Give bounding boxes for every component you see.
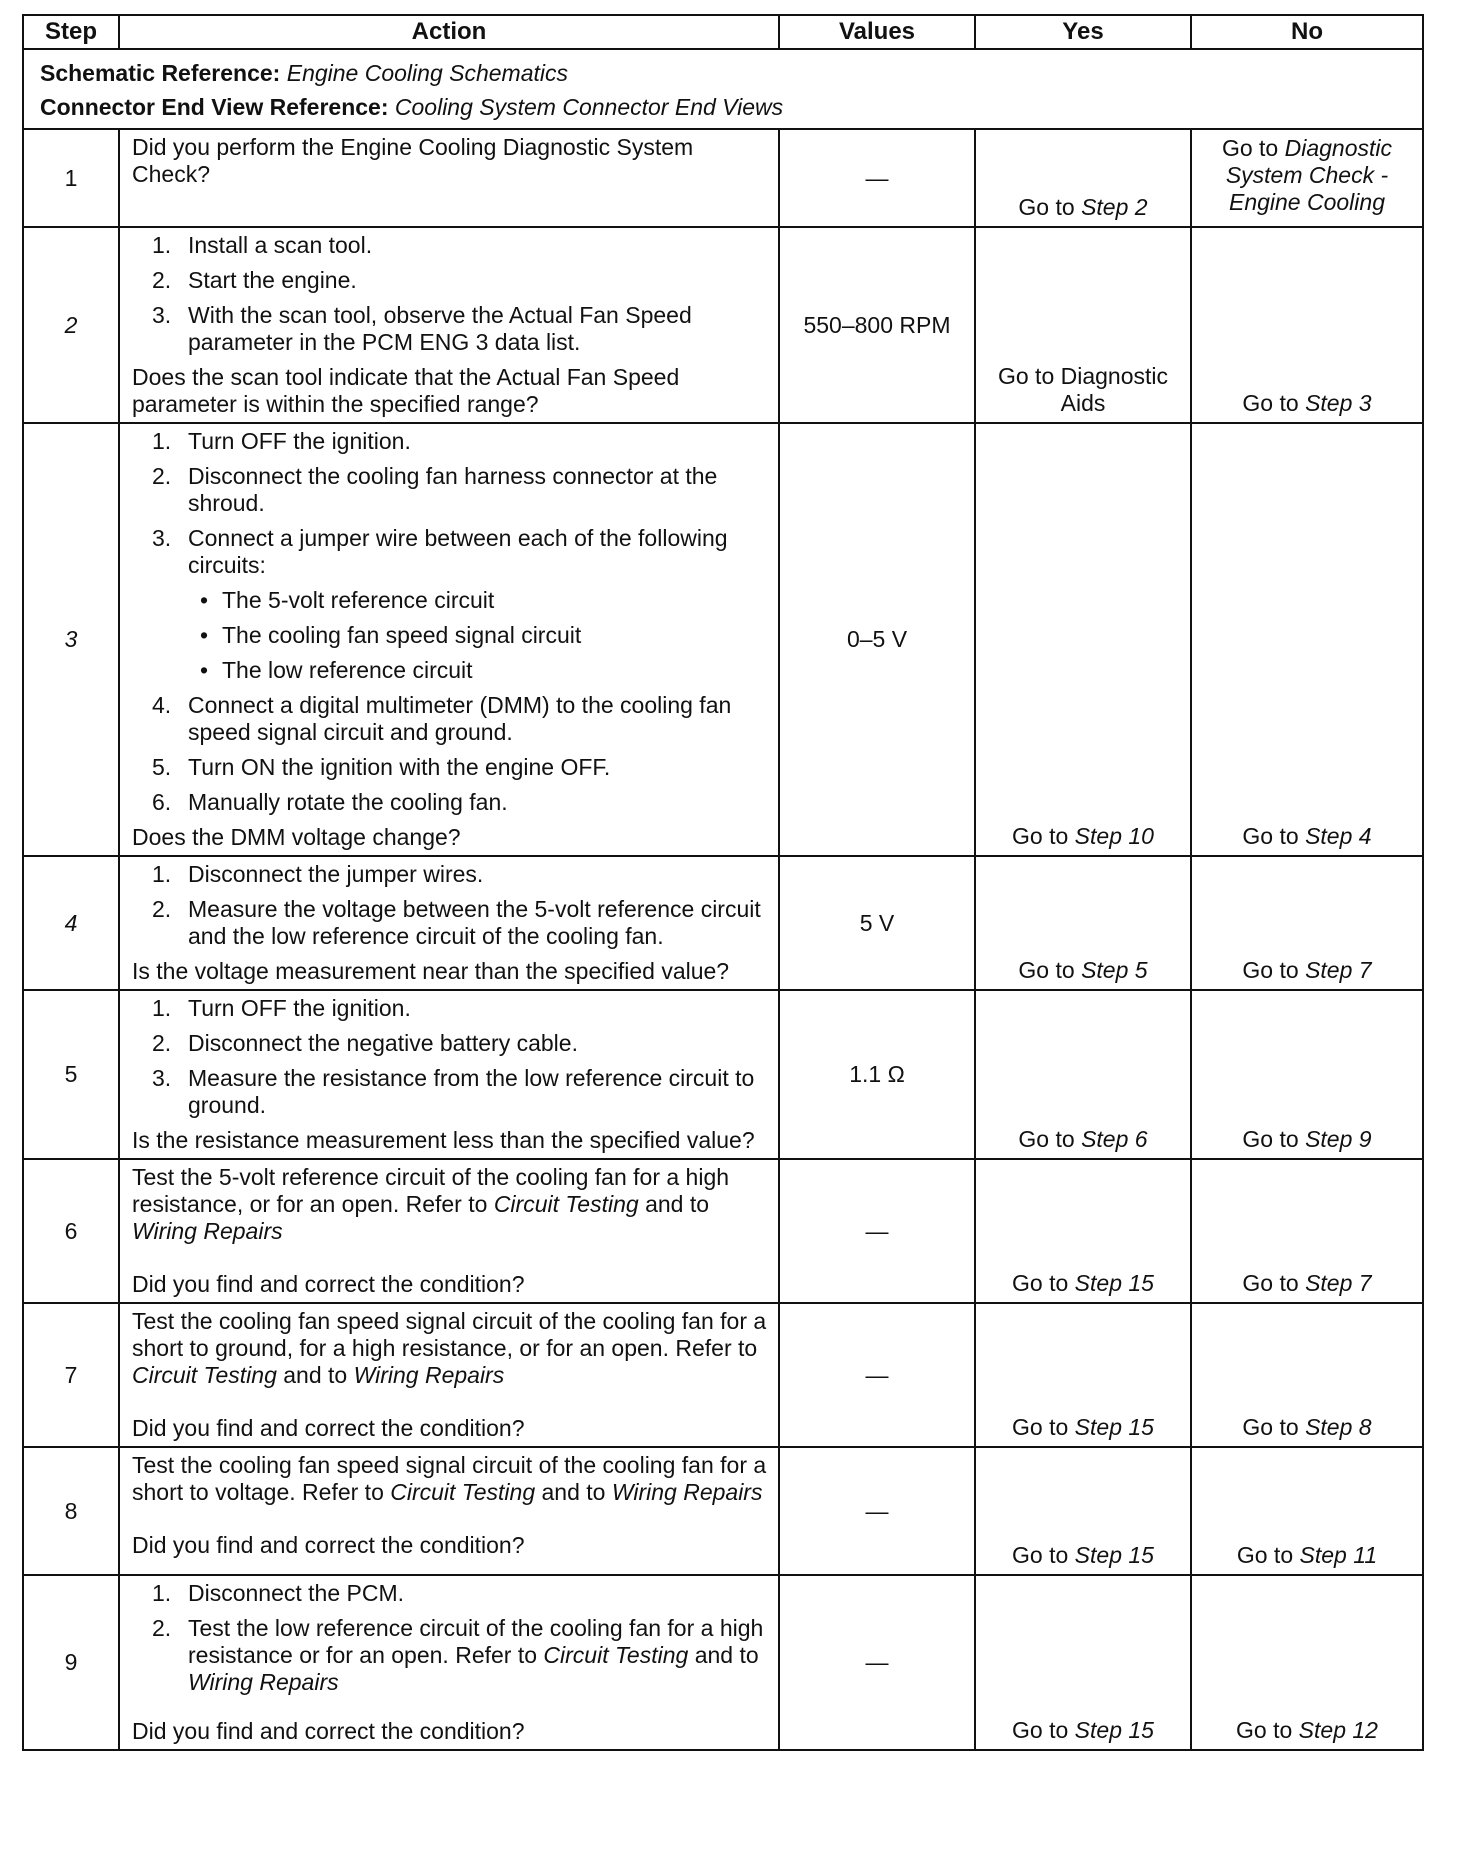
action-cell bbox=[119, 856, 779, 990]
step-number: 1 bbox=[23, 129, 119, 227]
wiring-repairs-link[interactable]: Wiring Repairs bbox=[353, 1362, 505, 1388]
diagnostic-table-page bbox=[22, 14, 1422, 1751]
wiring-repairs-link[interactable]: Wiring Repairs bbox=[188, 1669, 339, 1695]
step-word: Step bbox=[1305, 957, 1353, 983]
yes-cell[interactable] bbox=[975, 129, 1191, 227]
step-word: Step bbox=[1305, 1270, 1353, 1296]
list-item: 2. Disconnect the negative battery cable. bbox=[152, 1030, 578, 1056]
schematic-reference-label: Schematic Reference: bbox=[40, 60, 281, 86]
header-values: Values bbox=[779, 15, 975, 49]
step-number: 3 bbox=[23, 423, 119, 856]
go-to-text: Go to bbox=[1018, 1126, 1075, 1152]
go-to-text: Go to bbox=[1236, 1717, 1293, 1743]
step-number: 5 bbox=[23, 990, 119, 1159]
step-word: Step bbox=[1074, 823, 1122, 849]
yes-step-number: 6 bbox=[1134, 1126, 1148, 1152]
list-item: 2. Start the engine. bbox=[152, 267, 357, 293]
list-item: 1. Install a scan tool. bbox=[152, 232, 373, 258]
list-item: 3. Measure the resistance from the low reference circuit to ground. bbox=[152, 1065, 755, 1118]
table-row bbox=[23, 1159, 1423, 1303]
go-to-text: Go to bbox=[1242, 823, 1299, 849]
header-no: No bbox=[1191, 15, 1423, 49]
action-cell bbox=[119, 1575, 779, 1750]
table-row bbox=[23, 227, 1423, 423]
no-step-number: 12 bbox=[1352, 1717, 1378, 1743]
yes-step-number: 2 bbox=[1134, 194, 1148, 220]
connector-reference-link[interactable]: Cooling System Connector End Views bbox=[394, 94, 784, 120]
no-cell[interactable] bbox=[1191, 1159, 1423, 1303]
no-cell[interactable] bbox=[1191, 1575, 1423, 1750]
no-step-number: 7 bbox=[1358, 1270, 1372, 1296]
yes-cell[interactable] bbox=[975, 1447, 1191, 1575]
go-to-text: Go to bbox=[1018, 194, 1075, 220]
table-row bbox=[23, 129, 1423, 227]
value-cell: — bbox=[779, 1303, 975, 1447]
action-question: Does the DMM voltage change? bbox=[132, 824, 461, 850]
go-to-text: Go to bbox=[1012, 1717, 1069, 1743]
no-cell[interactable] bbox=[1191, 227, 1423, 423]
step-word: Step bbox=[1081, 194, 1129, 220]
yes-step-number: 15 bbox=[1128, 1270, 1154, 1296]
step-word: Step bbox=[1298, 1717, 1346, 1743]
value-cell: — bbox=[779, 1575, 975, 1750]
step-word: Step bbox=[1305, 390, 1353, 416]
connector-reference-label: Connector End View Reference: bbox=[40, 94, 389, 120]
action-question: Did you find and correct the condition? bbox=[132, 1718, 525, 1744]
instruction-list-continued bbox=[132, 692, 770, 816]
action-cell bbox=[119, 227, 779, 423]
list-item: 3. With the scan tool, observe the Actual Fan Speed parameter in the PCM ENG 3 data list. bbox=[152, 302, 692, 355]
reference-cell bbox=[23, 49, 1423, 129]
circuit-testing-link[interactable]: Circuit Testing bbox=[543, 1642, 689, 1668]
list-item: 5. Turn ON the ignition with the engine OFF. bbox=[152, 754, 611, 780]
header-yes: Yes bbox=[975, 15, 1191, 49]
circuit-testing-link[interactable]: Circuit Testing bbox=[493, 1191, 639, 1217]
instruction-list bbox=[132, 1580, 770, 1696]
action-question: Did you find and correct the condition? bbox=[132, 1415, 525, 1441]
no-step-number: 8 bbox=[1358, 1414, 1372, 1440]
list-item: 3. Connect a jumper wire between each of the following circuits: bbox=[152, 525, 728, 578]
no-step-number: 7 bbox=[1358, 957, 1372, 983]
list-item: • The 5-volt reference circuit bbox=[200, 587, 495, 613]
header-step: Step bbox=[23, 15, 119, 49]
no-cell[interactable] bbox=[1191, 423, 1423, 856]
table-row bbox=[23, 856, 1423, 990]
no-step-number: 4 bbox=[1358, 823, 1372, 849]
yes-cell[interactable]: Go to Diagnostic Aids bbox=[975, 227, 1191, 423]
step-word: Step bbox=[1074, 1414, 1122, 1440]
no-cell[interactable] bbox=[1191, 990, 1423, 1159]
go-to-text: Go to bbox=[1242, 1414, 1299, 1440]
action-question: Did you find and correct the condition? bbox=[132, 1532, 525, 1558]
go-to-text: Go to bbox=[1242, 1270, 1299, 1296]
step-word: Step bbox=[1305, 1126, 1353, 1152]
value-cell: — bbox=[779, 1447, 975, 1575]
yes-cell[interactable] bbox=[975, 856, 1191, 990]
list-item: 1. Disconnect the jumper wires. bbox=[152, 861, 484, 887]
action-question: Did you perform the Engine Cooling Diagnostic System Check? bbox=[132, 134, 694, 187]
instruction-list bbox=[132, 232, 770, 356]
action-question: Is the voltage measurement near than the specified value? bbox=[132, 958, 730, 984]
list-item: • The cooling fan speed signal circuit bbox=[200, 622, 582, 648]
action-question: Did you find and correct the condition? bbox=[132, 1271, 525, 1297]
table-row bbox=[23, 1447, 1423, 1575]
action-cell bbox=[119, 1447, 779, 1575]
diagnostic-table bbox=[22, 14, 1424, 1751]
action-text: Test the 5-volt reference circuit of the cooling fan for a high resistance, or for an open. Refer to Circuit Testing and to Wiring Repairs bbox=[132, 1164, 730, 1244]
go-to-text: Go to bbox=[1242, 390, 1299, 416]
list-item: 2. Disconnect the cooling fan harness connector at the shroud. bbox=[152, 463, 718, 516]
yes-step-number: 5 bbox=[1134, 957, 1148, 983]
step-word: Step bbox=[1305, 1414, 1353, 1440]
step-word: Step bbox=[1074, 1542, 1122, 1568]
step-number: 9 bbox=[23, 1575, 119, 1750]
yes-cell[interactable] bbox=[975, 990, 1191, 1159]
instruction-list bbox=[132, 428, 770, 579]
value-cell: 550–800 RPM bbox=[779, 227, 975, 423]
no-cell[interactable] bbox=[1191, 1447, 1423, 1575]
action-question: Does the scan tool indicate that the Actual Fan Speed parameter is within the specified range? bbox=[132, 364, 680, 417]
circuit-testing-link[interactable]: Circuit Testing bbox=[132, 1362, 277, 1388]
go-to-text: Go to bbox=[1012, 823, 1069, 849]
go-to-text: Go to bbox=[1018, 957, 1075, 983]
value-cell: 0–5 V bbox=[779, 423, 975, 856]
list-item: 2. Measure the voltage between the 5-volt reference circuit and the low reference circuit of the cooling fan. bbox=[152, 896, 761, 949]
step-number: 8 bbox=[23, 1447, 119, 1575]
value-cell: — bbox=[779, 129, 975, 227]
step-word: Step bbox=[1074, 1717, 1122, 1743]
action-cell bbox=[119, 990, 779, 1159]
no-cell[interactable] bbox=[1191, 856, 1423, 990]
go-to-text: Go to bbox=[1242, 1126, 1299, 1152]
list-item: 4. Connect a digital multimeter (DMM) to the cooling fan speed signal circuit and ground. bbox=[152, 692, 732, 745]
action-cell bbox=[119, 423, 779, 856]
action-text: Test the cooling fan speed signal circuit of the cooling fan for a short to ground, for a high resistance, or for an open. Refer to Circuit Testing and to Wiring Repairs bbox=[132, 1308, 767, 1388]
yes-cell[interactable] bbox=[975, 1159, 1191, 1303]
yes-step-number: 10 bbox=[1128, 823, 1154, 849]
connector-reference bbox=[40, 90, 1406, 124]
go-to-text: Go to bbox=[1012, 1542, 1069, 1568]
value-cell: 5 V bbox=[779, 856, 975, 990]
yes-cell[interactable] bbox=[975, 423, 1191, 856]
list-item: • The low reference circuit bbox=[200, 657, 473, 683]
table-row bbox=[23, 1303, 1423, 1447]
wiring-repairs-link[interactable]: Wiring Repairs bbox=[132, 1218, 283, 1244]
list-item: 2. Test the low reference circuit of the cooling fan for a high resistance or for an open. Refer to Circuit Testing and to Wiring Repairs bbox=[152, 1615, 764, 1695]
yes-step-number: 15 bbox=[1128, 1542, 1154, 1568]
step-number: 4 bbox=[23, 856, 119, 990]
action-cell bbox=[119, 129, 779, 227]
step-number: 7 bbox=[23, 1303, 119, 1447]
table-row bbox=[23, 423, 1423, 856]
go-to-text: Go to bbox=[1012, 1414, 1069, 1440]
circuit-testing-link[interactable]: Circuit Testing bbox=[390, 1479, 536, 1505]
action-question: Is the resistance measurement less than the specified value? bbox=[132, 1127, 755, 1153]
list-item: 1. Turn OFF the ignition. bbox=[152, 995, 411, 1021]
yes-step-number: 15 bbox=[1128, 1414, 1154, 1440]
action-text: Test the cooling fan speed signal circuit of the cooling fan for a short to voltage. Refer to Circuit Testing and to Wiring Repairs bbox=[132, 1452, 767, 1505]
no-step-number: 3 bbox=[1358, 390, 1372, 416]
step-word: Step bbox=[1299, 1542, 1347, 1568]
go-to-text: Go to bbox=[1221, 135, 1279, 161]
list-item: 1. Turn OFF the ignition. bbox=[152, 428, 411, 454]
step-number: 2 bbox=[23, 227, 119, 423]
schematic-reference-link[interactable]: Engine Cooling Schematics bbox=[286, 60, 569, 86]
yes-cell[interactable] bbox=[975, 1303, 1191, 1447]
yes-cell[interactable] bbox=[975, 1575, 1191, 1750]
list-item: 1. Disconnect the PCM. bbox=[152, 1580, 405, 1606]
header-row bbox=[23, 15, 1423, 49]
yes-step-number: 15 bbox=[1128, 1717, 1154, 1743]
no-target-link: Diagnostic System Check - Engine Cooling bbox=[1225, 135, 1393, 215]
value-cell: 1.1 Ω bbox=[779, 990, 975, 1159]
circuit-bullet-list bbox=[132, 587, 770, 684]
no-step-number: 9 bbox=[1358, 1126, 1372, 1152]
step-number: 6 bbox=[23, 1159, 119, 1303]
action-cell bbox=[119, 1303, 779, 1447]
go-to-text: Go to bbox=[1242, 957, 1299, 983]
instruction-list bbox=[132, 861, 770, 950]
go-to-text: Go to bbox=[1012, 1270, 1069, 1296]
schematic-reference bbox=[40, 56, 1406, 90]
reference-row bbox=[23, 49, 1423, 129]
table-row bbox=[23, 1575, 1423, 1750]
value-cell: — bbox=[779, 1159, 975, 1303]
step-word: Step bbox=[1081, 957, 1129, 983]
action-cell bbox=[119, 1159, 779, 1303]
list-item: 6. Manually rotate the cooling fan. bbox=[152, 789, 508, 815]
instruction-list bbox=[132, 995, 770, 1119]
no-cell[interactable] bbox=[1191, 129, 1423, 227]
table-row bbox=[23, 990, 1423, 1159]
go-to-text: Go to bbox=[1236, 1542, 1294, 1568]
step-word: Step bbox=[1074, 1270, 1122, 1296]
header-action: Action bbox=[119, 15, 779, 49]
no-cell[interactable] bbox=[1191, 1303, 1423, 1447]
step-word: Step bbox=[1081, 1126, 1129, 1152]
wiring-repairs-link[interactable]: Wiring Repairs bbox=[611, 1479, 763, 1505]
no-step-number: 11 bbox=[1353, 1542, 1378, 1568]
step-word: Step bbox=[1305, 823, 1353, 849]
